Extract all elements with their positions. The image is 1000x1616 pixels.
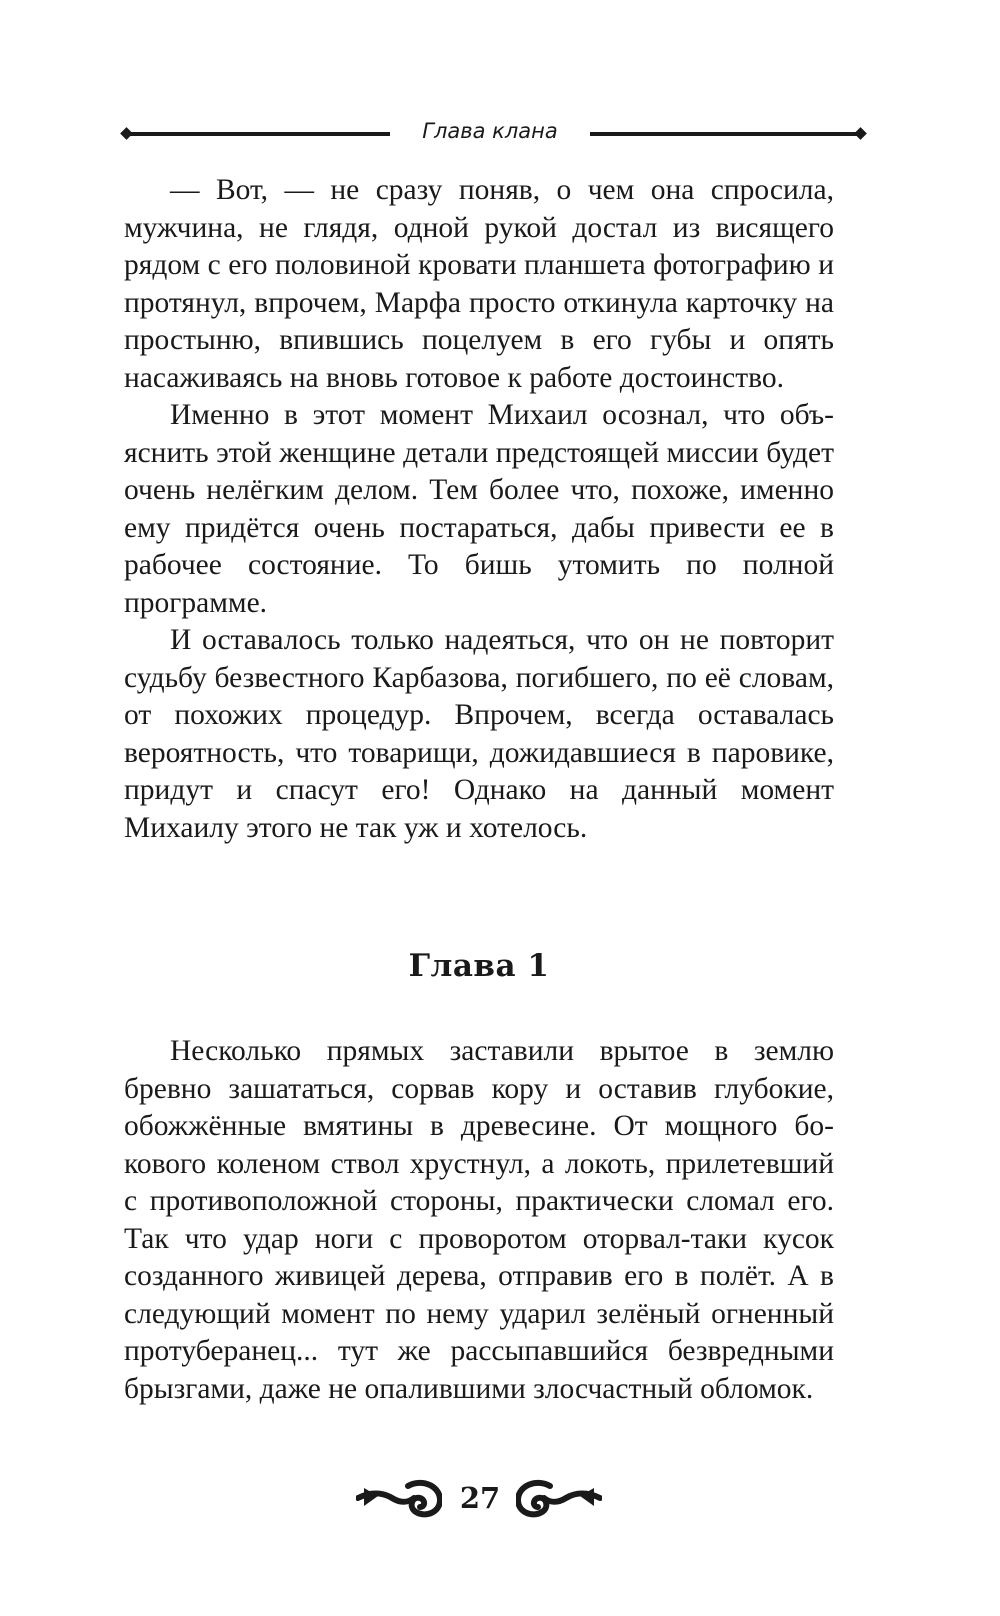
page-number: 27: [459, 1481, 501, 1515]
paragraph: И оставалось только надеяться, что он не повторит судьбу безвестного Карбазова, погибшего, по её словам, от похожих процедур. Впрочем, всегда оставалась вероятность, что товарищи, дожидавшиеся в паровике, придут и спасут его! Однако на данный момент Михаилу этого не так уж и хотелось.: [124, 624, 834, 844]
curl-ornament-icon: [516, 1476, 602, 1520]
running-title: Глава клана: [422, 119, 558, 143]
page-folio: [340, 1470, 620, 1530]
chapter-title: Глава 1: [408, 948, 550, 984]
diamond-ornament-icon: [854, 127, 867, 140]
body-text-section-one: [124, 172, 834, 847]
paragraph: — Вот, — не сразу поняв, о чем она спросила, мужчина, не глядя, одной рукой достал из висящего рядом с его половиной кровати планшета фотографию и протянул, впрочем, Марфа просто откинула карточку на простыню, впившись поцелуем в его губы и опять насаживаясь на вновь готовое к работе достоинство.: [124, 174, 834, 394]
running-header: [120, 116, 860, 146]
body-text-section-two: [124, 1033, 834, 1408]
curl-ornament-icon: [356, 1476, 442, 1520]
paragraph: Именно в этот момент Михаил осознал, что объяснить этой женщине детали предстоящей миссии будет очень нелёгким делом. Тем более что, похоже, именно ему придётся очень постараться, дабы привести ее в рабочее состояние. То бишь утомить по полной программе.: [124, 399, 834, 619]
header-rule-left: [128, 132, 390, 136]
paragraph: Несколько прямых заставили врытое в землю бревно зашататься, сорвав кору и оставив глубокие, обожжённые вмятины в древесине. От мощного бокового коленом ствол хрустнул, а локоть, прилетевший с противоположной стороны, практически сломал его. Так что удар ноги с проворотом оторвал-таки кусок созданного живицей дерева, отправив его в полёт. А в следующий момент по нему ударил зелёный огненный протуберанец... тут же рассыпавшийся безвредными брызгами, даже не опалившими злосчастный обломок.: [124, 1035, 834, 1405]
header-rule-right: [590, 132, 858, 136]
